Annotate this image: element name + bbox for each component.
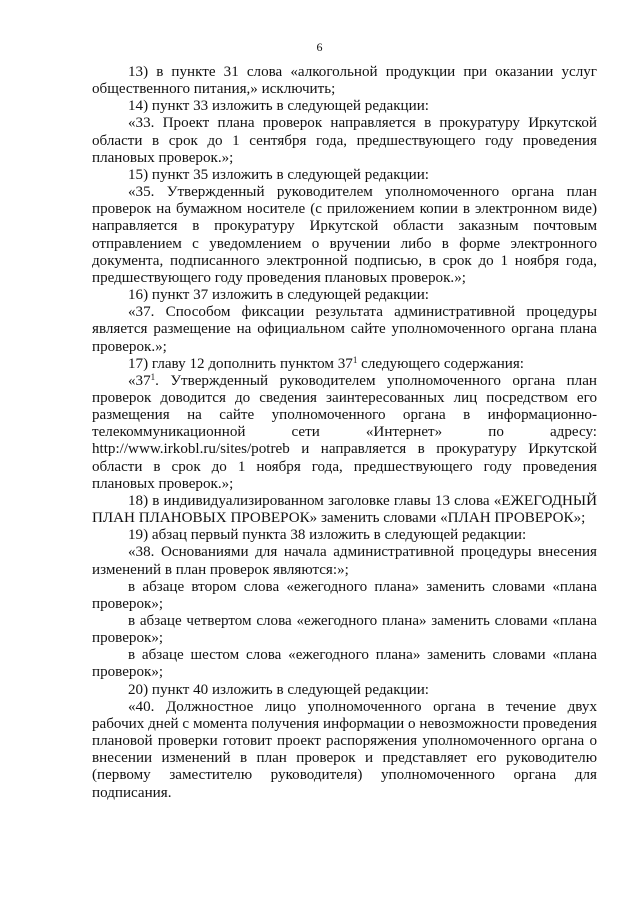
page-number: 6 (316, 40, 323, 54)
paragraph-item-16: 16) пункт 37 изложить в следующей редакции: (128, 287, 429, 304)
item-17-text-end: следующего содержания: (357, 355, 524, 372)
paragraph-item-13: 13) в пункте 31 слова «алкогольной продукции при оказании услуг общественного питания,» исключить; (92, 64, 597, 98)
paragraph-item-18: 18) в индивидуализированном заголовке главы 13 слова «ЕЖЕГОДНЫЙ ПЛАН ПЛАНОВЫХ ПРОВЕРОК» заменить словами «ПЛАН ПРОВЕРОК»; (92, 492, 597, 527)
paragraph-item-14: 14) пункт 33 изложить в следующей редакции: (128, 98, 429, 115)
paragraph-abzac-6: в абзаце шестом слова «ежегодного плана» заменить словами «плана проверок»; (92, 647, 597, 681)
paragraph-quote-35: «35. Утвержденный руководителем уполномоченного органа план проверок на бумажном носителе (с приложением копии в электронном виде) направляется в прокуратуру Иркутской области заказным почтовым отправлением с уведомлением о вручении либо в форме электронного документа, подписанного электронной подписью, в срок до 1 ноября года, предшествующего году проведения плановых проверок.»; (92, 184, 597, 286)
document-body (92, 64, 597, 802)
quote-37-1-superscript: 1 (150, 371, 156, 382)
paragraph-abzac-2: в абзаце втором слова «ежегодного плана» заменить словами «плана проверок»; (92, 578, 597, 612)
paragraph-quote-37: «37. Способом фиксации результата административной процедуры является размещение на официальном сайте уполномоченного органа плана проверок.»; (92, 304, 597, 355)
quote-37-1-number: «37 (128, 372, 151, 389)
paragraph-quote-38: «38. Основаниями для начала административной процедуры внесения изменений в план проверок являются:»; (92, 544, 597, 578)
paragraph-quote-33: «33. Проект плана проверок направляется в прокуратуру Иркутской области в срок до 1 сентября года, предшествующего году проведения плановых проверок.»; (92, 115, 597, 166)
paragraph-abzac-4: в абзаце четвертом слова «ежегодного плана» заменить словами «плана проверок»; (92, 613, 597, 647)
paragraph-quote-40: «40. Должностное лицо уполномоченного органа в течение двух рабочих дней с момента получения информации о невозможности проведения плановой проверки готовит проект распоряжения уполномоченного органа о внесении изменений в план проверок и представляет его руководителю (первому заместителю руководителя) уполномоченного органа для подписания. (92, 698, 597, 801)
item-17-text-start: 17) главу 12 дополнить пунктом 37 (128, 355, 353, 372)
paragraph-item-20: 20) пункт 40 изложить в следующей редакции: (128, 681, 429, 698)
paragraph-item-19: 19) абзац первый пункта 38 изложить в следующей редакции: (128, 527, 527, 544)
quote-37-1-text: . Утвержденный руководителем уполномоченного органа план проверок доводится до сведения заинтересованных лиц посредством его размещения на сайте уполномоченного органа в информационно-телекоммуникационной сети «Интернет» по адресу: http://www.irkobl.ru/sites/potreb и направляется в прокуратуру Иркутской области в срок до 1 ноября года, предшествующего году проведения плановых проверок.»; (92, 372, 597, 492)
paragraph-quote-37-1 (92, 373, 597, 493)
paragraph-item-15: 15) пункт 35 изложить в следующей редакции: (128, 166, 429, 183)
item-17-superscript: 1 (352, 354, 358, 365)
paragraph-item-17 (92, 356, 597, 373)
